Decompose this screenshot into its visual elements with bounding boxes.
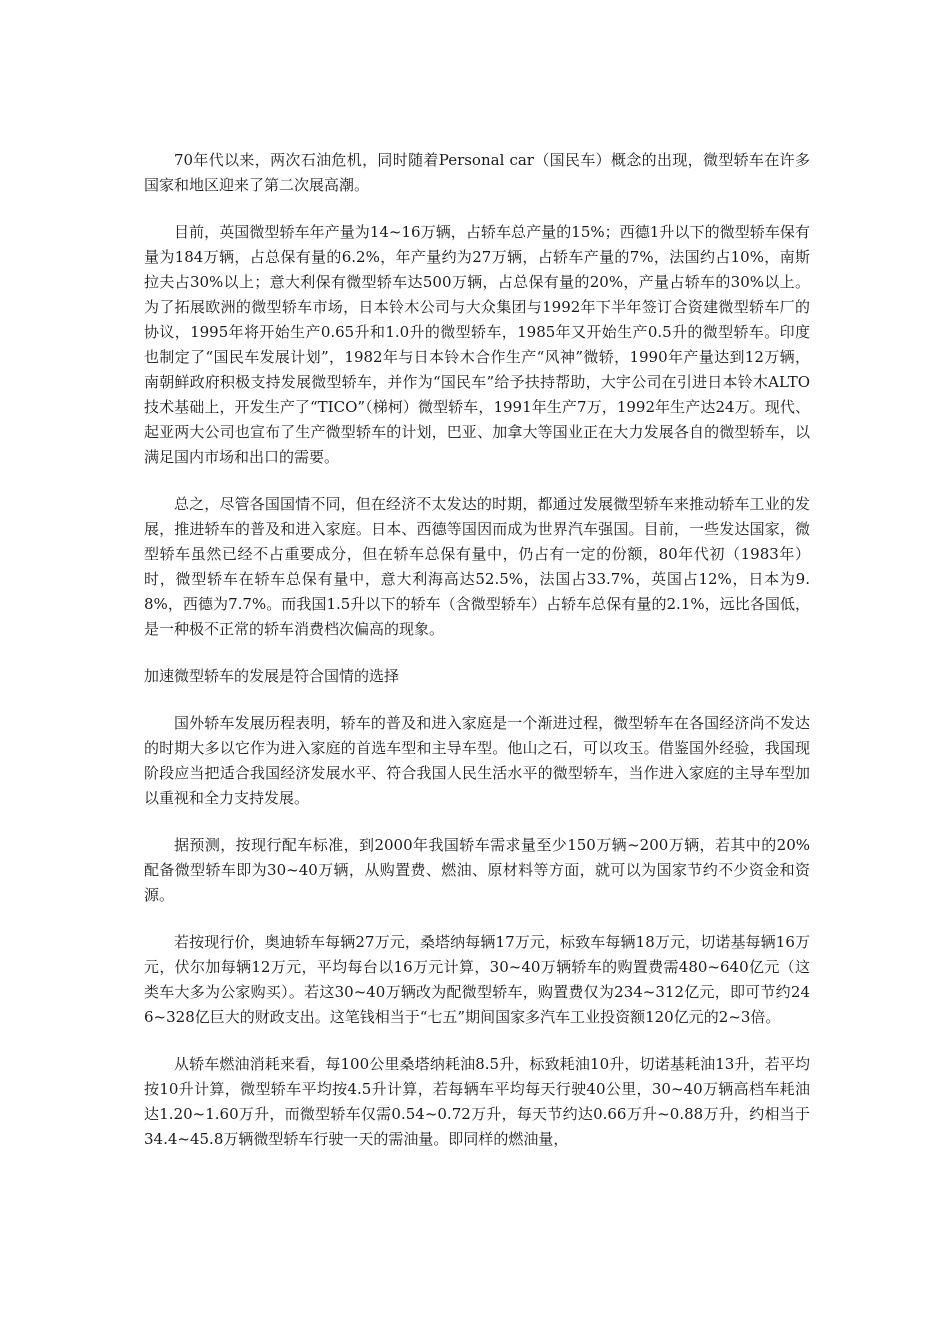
paragraph-6: 若按现行价，奥迪轿车每辆27万元，桑塔纳每辆17万元，标致车每辆18万元，切诺基每辆16万元，伏尔加每辆12万元，平均每台以16万元计算，30~40万辆轿车的购置费需480~640亿元（这类车大多为公家购买）。若这30~40万辆改为配微型轿车，购置费仅为234~312亿元，即可节约246~328亿巨大的财政支出。这笔钱相当于“七五”期间国家多汽车工业投资额120亿元的2~3倍。 [144,933,810,1026]
paragraph-1: 70年代以来，两次石油危机，同时随着Personal car（国民车）概念的出现，微型轿车在许多国家和地区迎来了第二次展高潮。 [144,151,810,194]
paragraph-5: 据预测，按现行配车标准，到2000年我国轿车需求量至少150万辆~200万辆，若其中的20%配备微型轿车即为30~40万辆，从购置费、燃油、原材料等方面，就可以为国家节约不少资金和资源。 [144,836,810,904]
paragraph-2: 目前，英国微型轿车年产量为14~16万辆，占轿车总产量的15%；西德1升以下的微型轿车保有量为184万辆，占总保有量的6.2%，年产量约为27万辆，占轿车产量的7%，法国约占10%，南斯拉夫占30%以上；意大利保有微型轿车达500万辆，占总保有量的20%，产量占轿车的30%以上。为了拓展欧洲的微型轿车市场，日本铃木公司与大众集团与1992年下半年签订合资建微型轿车厂的协议，1995年将开始生产0.65升和1.0升的微型轿车，1985年又开始生产0.5升的微型轿车。印度也制定了“国民车发展计划”，1982年与日本铃木合作生产“风神”微轿，1990年产量达到12万辆，南朝鲜政府积极支持发展微型轿车，并作为“国民车”给予扶持帮助，大宇公司在引进日本铃木ALTO技术基础上，开发生产了“TICO”（梯柯）微型轿车，1991年生产7万，1992年生产达24万。现代、起亚两大公司也宣布了生产微型轿车的计划，巴亚、加拿大等国业正在大力发展各自的微型轿车，以满足国内市场和出口的需要。 [144,223,810,466]
document-body [144,148,810,1174]
paragraph-7: 从轿车燃油消耗来看，每100公里桑塔纳耗油8.5升，标致耗油10升，切诺基耗油13升，若平均按10升计算，微型轿车平均按4.5升计算，若每辆车平均每天行驶40公里，30~40万辆高档车耗油达1.20~1.60万升，而微型轿车仅需0.54~0.72万升，每天节约达0.66万升~0.88万升，约相当于34.4~45.8万辆微型轿车行驶一天的需油量。即同样的燃油量， [144,1055,810,1148]
paragraph-3: 总之，尽管各国国情不同，但在经济不太发达的时期，都通过发展微型轿车来推动轿车工业的发展，推进轿车的普及和进入家庭。日本、西德等国因而成为世界汽车强国。目前，一些发达国家，微型轿车虽然已经不占重要成分，但在轿车总保有量中，仍占有一定的份额，80年代初（1983年）时，微型轿车在轿车总保有量中，意大利海高达52.5%，法国占33.7%，英国占12%，日本为9.8%，西德为7.7%。而我国1.5升以下的轿车（含微型轿车）占轿车总保有量的2.1%，远比各国低，是一种极不正常的轿车消费档次偏高的现象。 [144,495,810,638]
section-heading: 加速微型轿车的发展是符合国情的选择 [144,667,400,685]
paragraph-4: 国外轿车发展历程表明，轿车的普及和进入家庭是一个渐进过程，微型轿车在各国经济尚不发达的时期大多以它作为进入家庭的首选车型和主导车型。他山之石，可以攻玉。借鉴国外经验，我国现阶段应当把适合我国经济发展水平、符合我国人民生活水平的微型轿车，当作进入家庭的主导车型加以重视和全力支持发展。 [144,714,810,807]
